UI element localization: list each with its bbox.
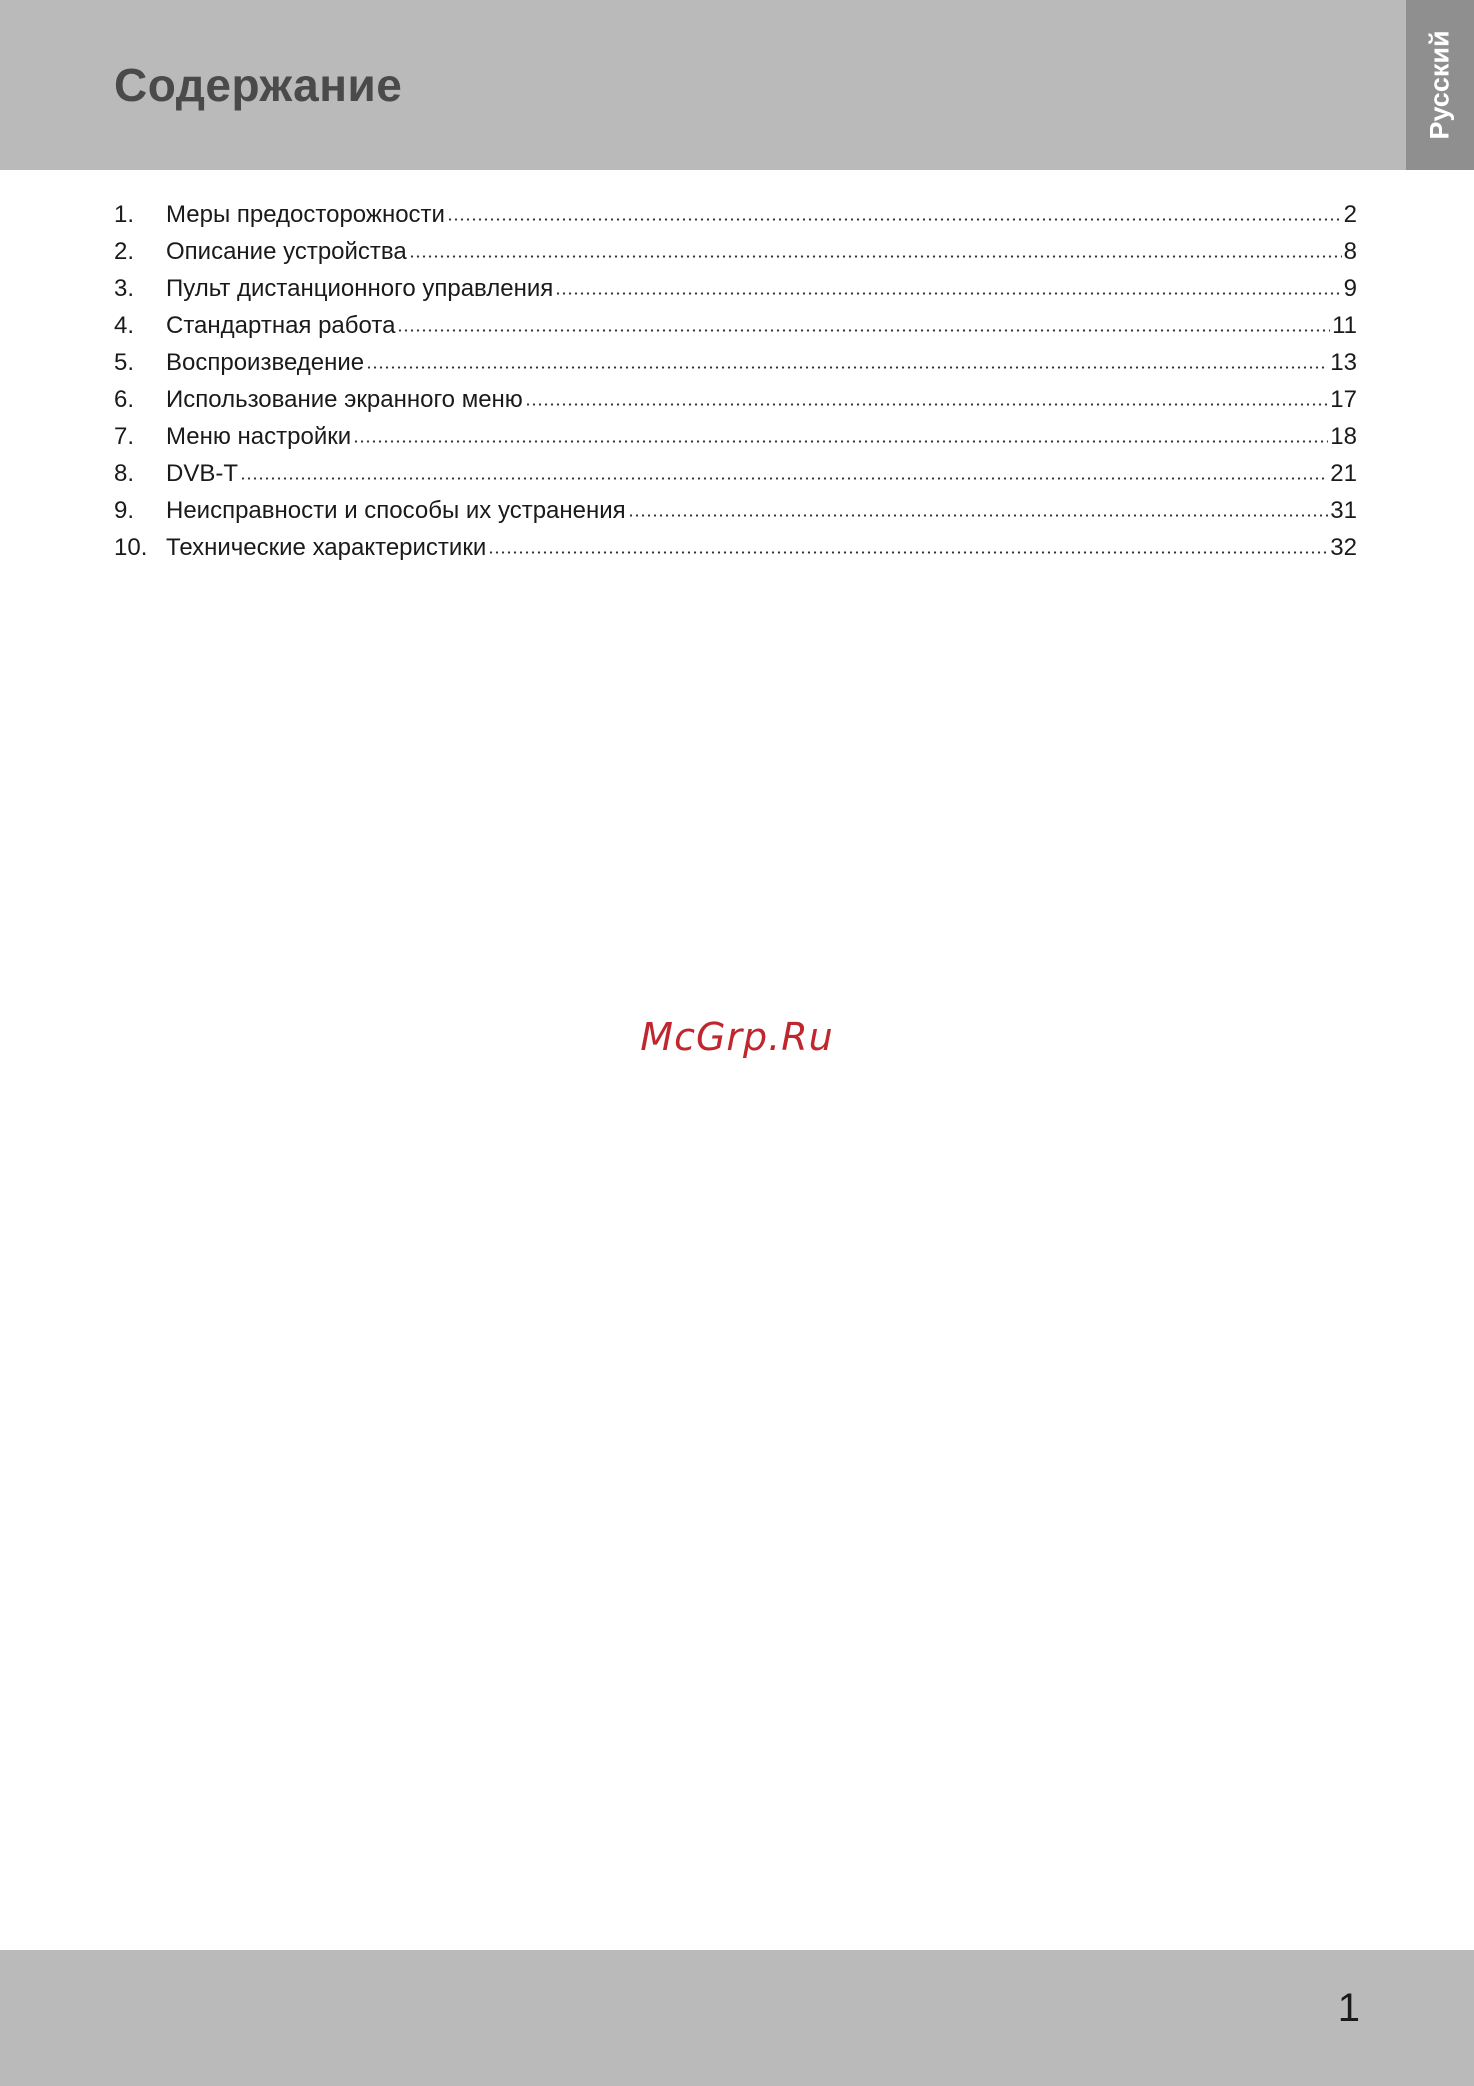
- toc-entry[interactable]: [114, 529, 1357, 566]
- toc-entry-title: Воспроизведение: [166, 349, 365, 376]
- toc-entry-title: Использование экранного меню: [166, 386, 523, 413]
- toc-entry-title: Меню настройки: [166, 423, 352, 450]
- table-of-contents: [114, 196, 1357, 566]
- toc-entry-page: 13: [1330, 349, 1357, 376]
- toc-dot-leader: [447, 218, 1342, 221]
- toc-entry-page: 17: [1330, 386, 1357, 413]
- toc-entry-title: Стандартная работа: [166, 312, 396, 339]
- toc-entry-page: 2: [1343, 201, 1357, 228]
- toc-entry[interactable]: [114, 418, 1357, 455]
- toc-dot-leader: [409, 255, 1342, 258]
- toc-dot-leader: [397, 329, 1330, 332]
- toc-entry-page: 31: [1330, 497, 1357, 524]
- toc-entry-page: 32: [1330, 534, 1357, 561]
- toc-dot-leader: [488, 551, 1328, 554]
- toc-entry-number: 8.: [114, 460, 135, 487]
- toc-entry-number: 2.: [114, 238, 135, 265]
- toc-dot-leader: [353, 440, 1328, 443]
- toc-entry-number: 5.: [114, 349, 135, 376]
- toc-entry[interactable]: [114, 270, 1357, 307]
- toc-entry-title: Технические характеристики: [166, 534, 487, 561]
- toc-entry-title: DVB-T: [166, 460, 238, 487]
- language-tab: [1406, 0, 1474, 170]
- footer-band: [0, 1950, 1474, 2086]
- page-title: Содержание: [114, 59, 403, 111]
- toc-entry[interactable]: [114, 233, 1357, 270]
- toc-entry-page: 9: [1343, 275, 1357, 302]
- toc-entry[interactable]: [114, 307, 1357, 344]
- toc-entry-number: 4.: [114, 312, 135, 339]
- toc-entry[interactable]: [114, 492, 1357, 529]
- toc-entry-number: 3.: [114, 275, 135, 302]
- toc-entry-number: 6.: [114, 386, 135, 413]
- toc-dot-leader: [555, 292, 1341, 295]
- toc-entry-number: 10.: [114, 534, 148, 561]
- toc-entry-title: Неисправности и способы их устранения: [166, 497, 626, 524]
- toc-entry[interactable]: [114, 344, 1357, 381]
- toc-entry-number: 9.: [114, 497, 135, 524]
- page-number: 1: [1337, 1986, 1360, 2030]
- toc-entry-page: 18: [1330, 423, 1357, 450]
- toc-dot-leader: [628, 514, 1329, 517]
- toc-entry-title: Описание устройства: [166, 238, 407, 265]
- toc-entry[interactable]: [114, 196, 1357, 233]
- toc-entry-page: 11: [1332, 312, 1357, 339]
- toc-entry[interactable]: [114, 455, 1357, 492]
- language-tab-label: Русский: [1424, 30, 1455, 140]
- toc-entry-page: 21: [1330, 460, 1357, 487]
- toc-entry-number: 1.: [114, 201, 135, 228]
- toc-entry[interactable]: [114, 381, 1357, 418]
- watermark: McGrp.Ru: [640, 1015, 834, 1059]
- toc-entry-title: Пульт дистанционного управления: [166, 275, 554, 302]
- toc-entry-page: 8: [1343, 238, 1357, 265]
- toc-dot-leader: [240, 477, 1328, 480]
- toc-entry-number: 7.: [114, 423, 135, 450]
- toc-entry-title: Меры предосторожности: [166, 201, 445, 228]
- toc-dot-leader: [525, 403, 1328, 406]
- header-band: [0, 0, 1474, 170]
- toc-dot-leader: [366, 366, 1328, 369]
